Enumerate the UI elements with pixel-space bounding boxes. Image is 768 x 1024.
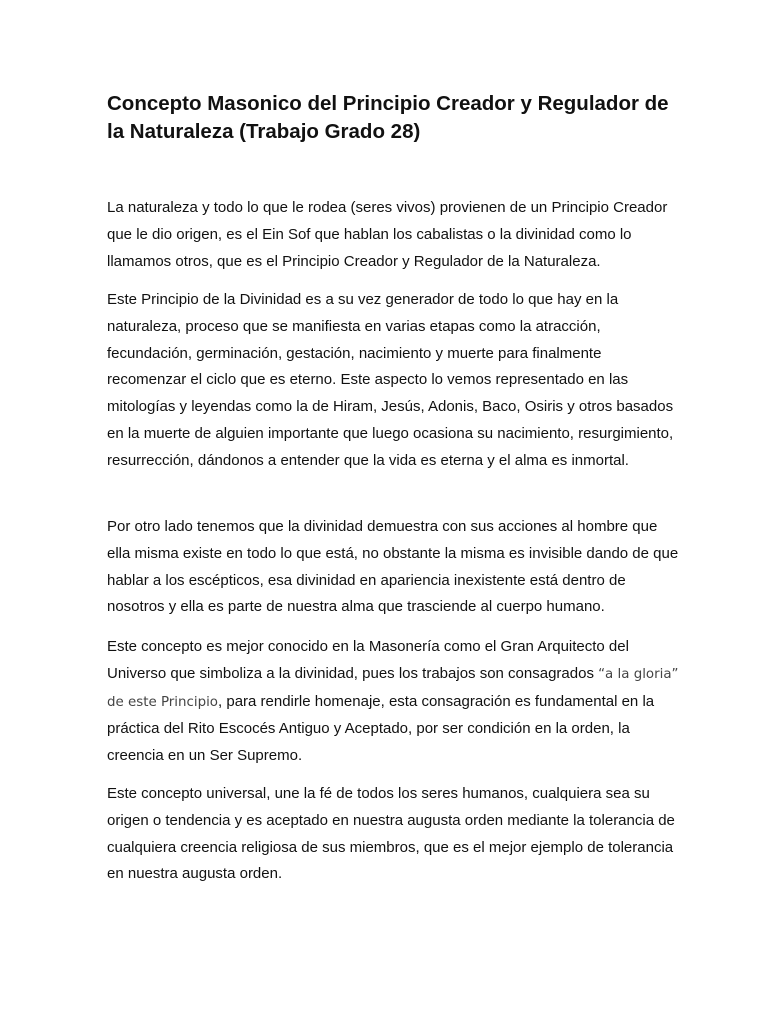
document-title: Concepto Masonico del Principio Creador y Regulador de la Naturaleza (Trabajo Grado 28) <box>107 92 669 143</box>
paragraph-4-text-start: Este concepto es mejor conocido en la Masonería como el Gran Arquitecto del Universo que simboliza a la divinidad, pues los trabajos son consagrados <box>107 638 629 682</box>
paragraph-1: La naturaleza y todo lo que le rodea (seres vivos) provienen de un Principio Creador que le dio origen, es el Ein Sof que hablan los cabalistas o la divinidad como lo llamamos otros, que es el Principio Creador y Regulador de la Naturaleza. <box>107 199 668 270</box>
paragraph-5: Este concepto universal, une la fé de todos los seres humanos, cualquiera sea su origen o tendencia y es aceptado en nuestra augusta orden mediante la tolerancia de cualquiera creencia religiosa de sus miembros, que es el mejor ejemplo de tolerancia en nuestra augusta orden. <box>107 785 675 883</box>
paragraph-3: Por otro lado tenemos que la divinidad demuestra con sus acciones al hombre que ella misma existe en todo lo que está, no obstante la misma es invisible dando de que hablar a los escépticos, esa divinidad en apariencia inexistente está dentro de nosotros y ella es parte de nuestra alma que trasciende al cuerpo humano. <box>107 518 679 616</box>
paragraph-4 <box>107 634 682 770</box>
paragraph-4-quoted-text: “a la gloria” de este Principio <box>107 666 679 710</box>
paragraph-4-text-end: , para rendirle homenaje, esta consagración es fundamental en la práctica del Rito Escocés Antiguo y Aceptado, por ser condición en la orden, la creencia en un Ser Supremo. <box>107 692 655 765</box>
paragraph-2: Este Principio de la Divinidad es a su vez generador de todo lo que hay en la naturaleza, proceso que se manifiesta en varias etapas como la atracción, fecundación, germinación, gestación, nacimiento y muerte para finalmente recomenzar el ciclo que es eterno. Este aspecto lo vemos representado en las mitologías y leyendas como la de Hiram, Jesús, Adonis, Baco, Osiris y otros basados en la muerte de alguien importante que luego ocasiona su nacimiento, resurgimiento, resurrección, dándonos a entender que la vida es eterna y el alma es inmortal. <box>107 291 674 469</box>
